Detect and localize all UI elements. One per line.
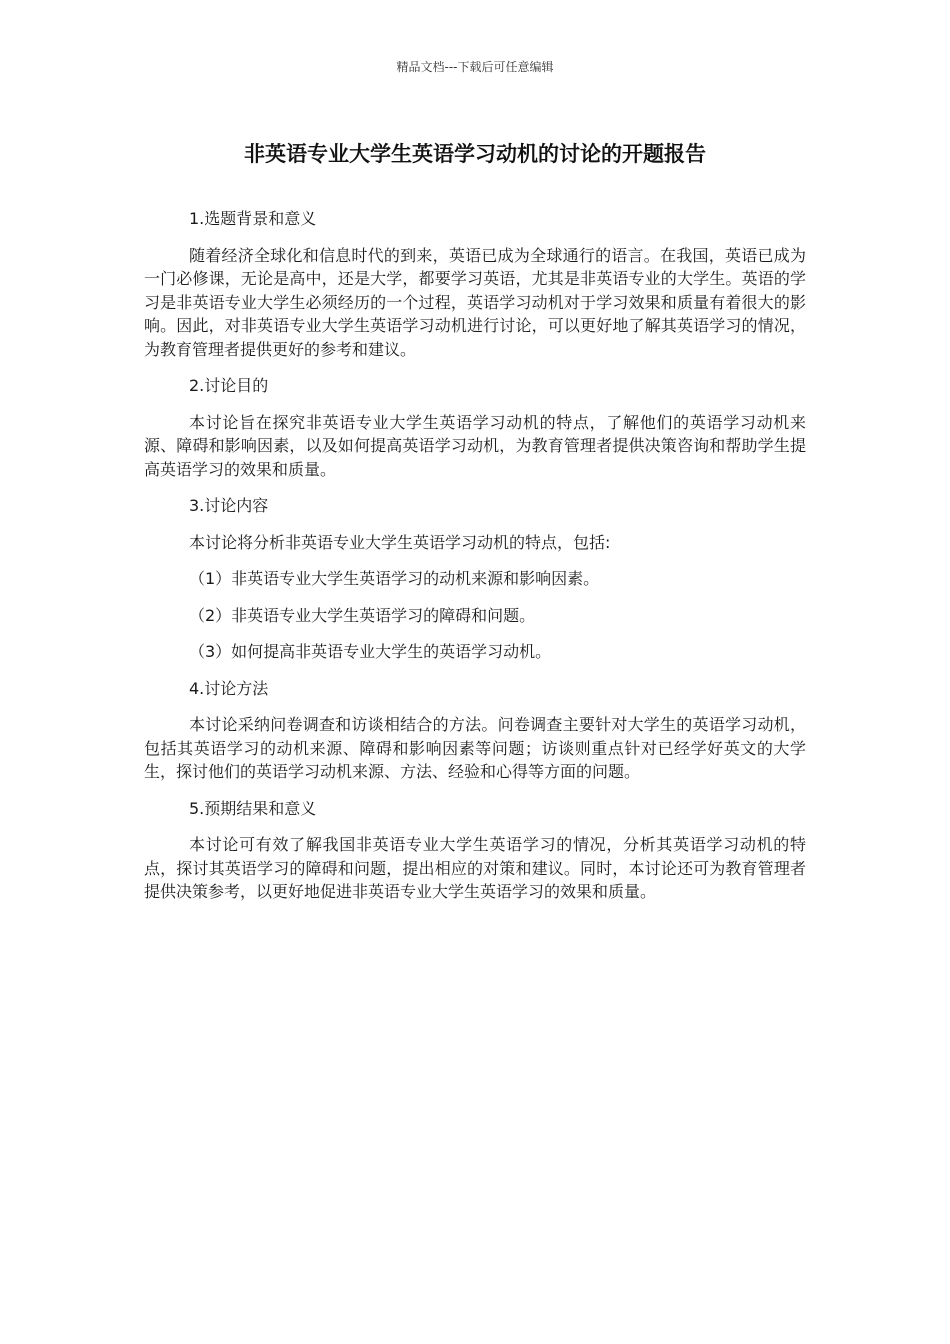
- section-purpose: [144, 374, 806, 481]
- list-item: （2）非英语专业大学生英语学习的障碍和问题。: [189, 605, 536, 625]
- section-heading: 2.讨论目的: [189, 376, 269, 395]
- section-heading: 3.讨论内容: [189, 496, 269, 515]
- header-note: 精品文档---下载后可任意编辑: [396, 60, 554, 74]
- section-paragraph: 本讨论旨在探究非英语专业大学生英语学习动机的特点，了解他们的英语学习动机来源、障碍和影响因素，以及如何提高英语学习动机，为教育管理者提供决策咨询和帮助学生提高英语学习的效果和质量。: [144, 412, 806, 479]
- section-paragraph: 本讨论可有效了解我国非英语专业大学生英语学习的情况，分析其英语学习动机的特点，探讨其英语学习的障碍和问题，提出相应的对策和建议。同时，本讨论还可为教育管理者提供决策参考，以更好地促进非英语专业大学生英语学习的效果和质量。: [144, 835, 806, 901]
- section-heading: 4.讨论方法: [189, 678, 269, 698]
- section-paragraph: 本讨论采纳问卷调查和访谈相结合的方法。问卷调查主要针对大学生的英语学习动机，包括其英语学习的动机来源、障碍和影响因素等问题；访谈则重点针对已经学好英文的大学生，探讨他们的英语学习动机来源、方法、经验和心得等方面的问题。: [144, 715, 806, 781]
- section-method: [144, 677, 806, 784]
- section-heading: 5.预期结果和意义: [189, 798, 317, 818]
- document-body: [144, 207, 806, 917]
- section-expected-results: [144, 797, 806, 904]
- section-paragraph: 随着经济全球化和信息时代的到来，英语已成为全球通行的语言。在我国，英语已成为一门必修课，无论是高中，还是大学，都要学习英语，尤其是非英语专业的大学生。英语的学习是非英语专业大学生必须经历的一个过程，英语学习动机对于学习效果和质量有着很大的影响。因此，对非英语专业大学生英语学习动机进行讨论，可以更好地了解其英语学习的情况，为教育管理者提供更好的参考和建议。: [144, 245, 806, 359]
- section-heading: 1.选题背景和意义: [189, 209, 317, 228]
- list-item: （1）非英语专业大学生英语学习的动机来源和影响因素。: [189, 569, 600, 588]
- section-background: [144, 207, 806, 361]
- section-intro: 本讨论将分析非英语专业大学生英语学习动机的特点，包括:: [189, 532, 611, 552]
- list-item: （3）如何提高非英语专业大学生的英语学习动机。: [189, 642, 552, 661]
- document-title: 非英语专业大学生英语学习动机的讨论的开题报告: [244, 142, 706, 166]
- section-content: [144, 494, 806, 664]
